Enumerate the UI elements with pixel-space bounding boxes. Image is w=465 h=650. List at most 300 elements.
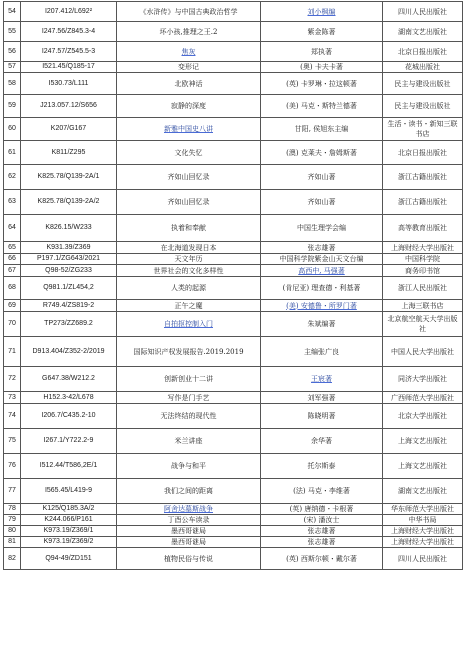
publisher-text: 上海财经大学出版社 <box>391 538 454 546</box>
publisher-cell <box>383 22 463 42</box>
book-title-text: 齐如山回忆录 <box>167 198 210 206</box>
book-title-cell <box>117 2 261 22</box>
row-number-text: 56 <box>8 47 16 55</box>
call-number-cell <box>21 392 117 404</box>
table-row <box>4 300 463 312</box>
book-title-cell <box>117 62 261 73</box>
row-number-cell <box>4 265 21 277</box>
book-title-cell <box>117 429 261 454</box>
publisher-cell <box>383 190 463 215</box>
row-number-cell <box>4 392 21 404</box>
row-number-text: 73 <box>8 393 16 401</box>
author-cell <box>261 515 383 526</box>
book-title-cell <box>117 300 261 312</box>
call-number-cell <box>21 312 117 337</box>
row-number-cell <box>4 479 21 504</box>
book-title-cell <box>117 392 261 404</box>
row-number-text: 74 <box>8 412 16 419</box>
publisher-text: 广西师范大学出版社 <box>391 393 454 402</box>
book-title-text: 变形记 <box>178 63 199 71</box>
book-title-text: 丁酉公车读录 <box>167 516 210 524</box>
row-number-text: 57 <box>8 63 16 70</box>
table-row <box>4 265 463 277</box>
book-title-cell <box>117 337 261 367</box>
publisher-cell <box>383 277 463 300</box>
row-number-text: 69 <box>8 301 16 309</box>
publisher-cell <box>383 300 463 312</box>
table-row <box>4 479 463 504</box>
call-number-cell <box>21 73 117 95</box>
row-number-text: 75 <box>8 437 16 444</box>
book-title-cell <box>117 515 261 526</box>
row-number-cell <box>4 22 21 42</box>
call-number-text: I207.412/L692² <box>44 7 93 15</box>
author-cell <box>261 277 383 300</box>
author-text: (英) 唐纳德・卡根著 <box>289 505 354 513</box>
row-number-text: 62 <box>8 173 16 180</box>
publisher-text: 四川人民出版社 <box>398 7 447 16</box>
publisher-cell <box>383 504 463 515</box>
call-number-cell <box>21 404 117 429</box>
call-number-cell <box>21 62 117 73</box>
call-number-text: K125/Q185.3A/2 <box>42 505 95 512</box>
call-number-cell <box>21 190 117 215</box>
call-number-text: K244.066/P161 <box>44 516 93 523</box>
publisher-cell <box>383 312 463 337</box>
row-number-cell <box>4 215 21 242</box>
author-cell <box>261 242 383 254</box>
publisher-text: 高等教育出版社 <box>398 224 447 232</box>
call-number-text: I247.56/Z845.3-4 <box>41 27 96 35</box>
publisher-text: 上海文艺出版社 <box>398 462 447 470</box>
row-number-text: 79 <box>8 516 16 523</box>
call-number-cell <box>21 22 117 42</box>
call-number-cell <box>21 2 117 22</box>
book-title-cell <box>117 22 261 42</box>
row-number-text: 59 <box>8 102 16 109</box>
table-row <box>4 165 463 190</box>
call-number-cell <box>21 95 117 118</box>
row-number-cell <box>4 118 21 141</box>
row-number-text: 68 <box>8 284 16 291</box>
row-number-text: 72 <box>8 375 16 382</box>
table-row <box>4 277 463 300</box>
table-row <box>4 404 463 429</box>
call-number-cell <box>21 515 117 526</box>
book-title-text: 墨西哥谜局 <box>171 527 206 535</box>
book-title-text: 人类的起源 <box>171 284 206 292</box>
author-cell <box>261 165 383 190</box>
table-row <box>4 548 463 570</box>
call-number-cell <box>21 118 117 141</box>
call-number-cell <box>21 526 117 537</box>
author-text: (肯尼亚) 理查德・利基著 <box>282 284 361 292</box>
publisher-text: 上海财经大学出版社 <box>391 527 454 535</box>
book-title-text: 战争与和平 <box>171 462 206 470</box>
publisher-text: 北京大学出版社 <box>398 412 447 420</box>
book-title-cell <box>117 454 261 479</box>
call-number-cell <box>21 215 117 242</box>
row-number-cell <box>4 165 21 190</box>
row-number-text: 60 <box>8 125 16 132</box>
publisher-text: 上海财经大学出版社 <box>391 243 454 252</box>
author-text: 甘阳, 侯旭东主编 <box>294 125 349 133</box>
publisher-text: 中华书局 <box>408 516 437 524</box>
book-title-cell <box>117 265 261 277</box>
table-row <box>4 515 463 526</box>
row-number-cell <box>4 548 21 570</box>
call-number-cell <box>21 429 117 454</box>
book-title-text: 齐如山回忆录 <box>167 173 210 181</box>
publisher-text: 商务印书馆 <box>405 266 440 275</box>
book-title-text: 文化失忆 <box>174 148 203 157</box>
book-title-cell <box>117 548 261 570</box>
table-row <box>4 190 463 215</box>
author-text: 张志雄著 <box>307 527 336 535</box>
call-number-cell <box>21 548 117 570</box>
row-number-cell <box>4 254 21 265</box>
book-title-cell <box>117 95 261 118</box>
row-number-text: 71 <box>8 347 16 355</box>
publisher-cell <box>383 265 463 277</box>
book-title-text: 植物民俗与传说 <box>164 554 213 563</box>
call-number-text: G647.38/W212.2 <box>42 375 95 382</box>
call-number-text: I530.73/L111 <box>48 79 89 87</box>
call-number-cell <box>21 479 117 504</box>
publisher-text: 民主与建设出版社 <box>394 79 451 88</box>
author-cell <box>261 62 383 73</box>
book-title-text: 阿舍达墓斯战争 <box>164 505 213 513</box>
row-number-text: 76 <box>8 462 16 469</box>
table-row <box>4 242 463 254</box>
call-number-text: Q94-49/ZD151 <box>45 554 92 562</box>
call-number-text: TP273/ZZ689.2 <box>44 320 93 327</box>
book-title-cell <box>117 504 261 515</box>
publisher-cell <box>383 404 463 429</box>
call-number-cell <box>21 454 117 479</box>
author-text: 主编张广良 <box>304 347 339 356</box>
author-cell <box>261 2 383 22</box>
book-list-body <box>4 2 463 570</box>
table-row <box>4 73 463 95</box>
table-row <box>4 254 463 265</box>
table-row <box>4 392 463 404</box>
row-number-cell <box>4 404 21 429</box>
book-title-text: 米兰讲座 <box>174 437 203 445</box>
author-cell <box>261 526 383 537</box>
author-text: 中国科学院紫金山天文台编 <box>279 255 364 263</box>
book-title-cell <box>117 479 261 504</box>
publisher-text: 中国科学院 <box>405 255 440 263</box>
author-cell <box>261 548 383 570</box>
publisher-text: 北京航空航天大学出版社 <box>387 315 458 333</box>
call-number-cell <box>21 165 117 190</box>
table-row <box>4 337 463 367</box>
book-title-text: 国际知识产权发展报告.2019.2019 <box>133 347 244 356</box>
publisher-text: 湖南文艺出版社 <box>398 27 447 36</box>
author-text: (英) 卡罗琳・拉这顿著 <box>286 79 357 88</box>
publisher-cell <box>383 479 463 504</box>
author-cell <box>261 337 383 367</box>
table-row <box>4 312 463 337</box>
book-title-cell <box>117 215 261 242</box>
publisher-text: 生活・读书・新知三联书店 <box>387 120 458 138</box>
author-cell <box>261 429 383 454</box>
author-text: 紫金陈著 <box>307 27 336 36</box>
call-number-text: K811/Z295 <box>51 148 86 156</box>
table-row <box>4 526 463 537</box>
table-row <box>4 429 463 454</box>
publisher-cell <box>383 2 463 22</box>
row-number-text: 82 <box>8 554 16 562</box>
publisher-cell <box>383 337 463 367</box>
author-text: (宋) 潘汝士 <box>303 516 340 524</box>
call-number-cell <box>21 537 117 548</box>
book-title-text: 天文年历 <box>174 255 203 263</box>
publisher-cell <box>383 73 463 95</box>
publisher-text: 浙江古籍出版社 <box>398 198 447 206</box>
call-number-text: H152.3-42/L678 <box>43 393 94 401</box>
publisher-text: 湖南文艺出版社 <box>398 487 447 495</box>
table-row <box>4 95 463 118</box>
author-text: 刘军强著 <box>307 393 336 402</box>
call-number-text: Q98-52/ZG233 <box>45 266 92 274</box>
book-title-cell <box>117 118 261 141</box>
publisher-text: 上海三联书店 <box>401 301 444 310</box>
book-title-text: 无法终结的现代性 <box>160 412 217 420</box>
table-row <box>4 141 463 165</box>
table-row <box>4 454 463 479</box>
book-title-text: 在北海道发现日本 <box>160 243 217 252</box>
publisher-cell <box>383 367 463 392</box>
table-row <box>4 22 463 42</box>
publisher-cell <box>383 95 463 118</box>
table-row <box>4 118 463 141</box>
author-cell <box>261 265 383 277</box>
call-number-cell <box>21 242 117 254</box>
row-number-cell <box>4 526 21 537</box>
row-number-cell <box>4 190 21 215</box>
publisher-cell <box>383 526 463 537</box>
row-number-cell <box>4 537 21 548</box>
row-number-text: 81 <box>8 538 16 545</box>
row-number-text: 67 <box>8 266 16 274</box>
table-row <box>4 2 463 22</box>
publisher-text: 浙江人民出版社 <box>398 284 447 292</box>
publisher-text: 四川人民出版社 <box>398 554 447 563</box>
author-cell <box>261 254 383 265</box>
author-text: 余华著 <box>311 437 332 445</box>
publisher-text: 华东师范大学出版社 <box>391 505 454 513</box>
publisher-cell <box>383 242 463 254</box>
publisher-cell <box>383 42 463 62</box>
call-number-cell <box>21 300 117 312</box>
author-cell <box>261 404 383 429</box>
call-number-text: K826.15/W233 <box>45 224 92 231</box>
row-number-cell <box>4 367 21 392</box>
row-number-text: 61 <box>8 148 16 156</box>
author-cell <box>261 479 383 504</box>
author-cell <box>261 537 383 548</box>
row-number-cell <box>4 300 21 312</box>
author-text: (美) 安德鲁・所罗门著 <box>286 301 357 310</box>
call-number-text: K825.78/Q139-2A/1 <box>37 173 100 180</box>
row-number-cell <box>4 62 21 73</box>
book-title-cell <box>117 190 261 215</box>
call-number-cell <box>21 337 117 367</box>
author-text: (澳) 克莱夫・詹姆斯著 <box>286 148 357 157</box>
row-number-text: 55 <box>8 27 16 35</box>
author-cell <box>261 22 383 42</box>
row-number-cell <box>4 2 21 22</box>
call-number-cell <box>21 265 117 277</box>
call-number-text: I521.45/Q185-17 <box>42 63 95 70</box>
book-title-cell <box>117 277 261 300</box>
author-text: 陈晓明著 <box>307 412 336 420</box>
author-text: 张志雄著 <box>307 243 336 252</box>
call-number-cell <box>21 277 117 300</box>
book-title-text: 我们之间的距离 <box>164 487 213 495</box>
book-title-text: 北欧神话 <box>174 79 203 88</box>
author-text: (美) 马克・斯特兰德著 <box>286 102 357 110</box>
book-title-cell <box>117 404 261 429</box>
author-text: 中国生理学会编 <box>297 224 346 232</box>
book-title-cell <box>117 141 261 165</box>
author-cell <box>261 190 383 215</box>
row-number-text: 78 <box>8 505 16 512</box>
author-cell <box>261 215 383 242</box>
row-number-text: 77 <box>8 487 16 494</box>
row-number-cell <box>4 337 21 367</box>
book-title-cell <box>117 254 261 265</box>
table-row <box>4 367 463 392</box>
row-number-text: 65 <box>8 243 16 251</box>
publisher-cell <box>383 392 463 404</box>
author-text: 王宸著 <box>311 375 332 383</box>
row-number-text: 64 <box>8 224 16 231</box>
author-cell <box>261 42 383 62</box>
call-number-text: K973.19/Z369/2 <box>43 538 94 545</box>
call-number-text: K825.78/Q139-2A/2 <box>37 198 100 205</box>
author-cell <box>261 73 383 95</box>
row-number-text: 63 <box>8 198 16 205</box>
call-number-text: K931.39/Z369 <box>46 243 91 251</box>
book-title-text: 墨西哥谜局 <box>171 538 206 546</box>
call-number-text: D913.404/Z352-2/2019 <box>32 347 105 355</box>
call-number-text: R749.4/ZS819-2 <box>42 301 95 309</box>
author-cell <box>261 312 383 337</box>
call-number-text: Q981.1/ZL454,2 <box>43 284 94 291</box>
row-number-cell <box>4 42 21 62</box>
publisher-text: 北京日报出版社 <box>398 148 447 157</box>
row-number-text: 66 <box>8 255 16 262</box>
book-title-text: 《水浒传》与中国古典政治哲学 <box>139 7 238 16</box>
row-number-cell <box>4 73 21 95</box>
book-title-cell <box>117 73 261 95</box>
row-number-text: 80 <box>8 527 16 534</box>
row-number-text: 58 <box>8 79 16 87</box>
table-row <box>4 62 463 73</box>
call-number-cell <box>21 42 117 62</box>
publisher-cell <box>383 548 463 570</box>
author-cell <box>261 300 383 312</box>
row-number-text: 70 <box>8 320 16 327</box>
book-title-text: 寂静的深度 <box>171 102 206 110</box>
publisher-cell <box>383 254 463 265</box>
publisher-cell <box>383 454 463 479</box>
publisher-text: 民主与建设出版社 <box>394 102 451 110</box>
book-title-cell <box>117 367 261 392</box>
publisher-cell <box>383 62 463 73</box>
author-text: 齐如山著 <box>307 198 336 206</box>
book-title-text: 世界社会的文化多样性 <box>153 266 224 275</box>
call-number-text: I206.7/C435.2-10 <box>41 412 96 419</box>
call-number-text: I247.57/Z545.5-3 <box>41 47 96 55</box>
author-text: (奥) 卡夫卡著 <box>300 63 343 71</box>
author-text: 齐如山著 <box>307 173 336 181</box>
publisher-cell <box>383 165 463 190</box>
book-title-cell <box>117 42 261 62</box>
row-number-cell <box>4 429 21 454</box>
call-number-cell <box>21 504 117 515</box>
author-cell <box>261 454 383 479</box>
call-number-text: K207/G167 <box>50 125 87 132</box>
book-title-text: 执着和奉献 <box>171 224 206 232</box>
author-cell <box>261 118 383 141</box>
call-number-text: I267.1/Y722.2-9 <box>43 437 94 444</box>
author-cell <box>261 95 383 118</box>
publisher-cell <box>383 215 463 242</box>
call-number-cell <box>21 141 117 165</box>
book-title-text: 正午之魔 <box>174 301 203 310</box>
author-text: 高西中, 马强著 <box>298 266 345 275</box>
author-text: 张志雄著 <box>307 538 336 546</box>
publisher-text: 北京日报出版社 <box>398 47 447 56</box>
author-cell <box>261 367 383 392</box>
publisher-text: 上海文艺出版社 <box>398 437 447 445</box>
book-list-table <box>3 1 463 570</box>
publisher-text: 中国人民大学出版社 <box>391 347 454 356</box>
author-text: (法) 马克・李维著 <box>293 487 350 495</box>
publisher-cell <box>383 118 463 141</box>
table-row <box>4 42 463 62</box>
book-title-text: 新雅中国史八讲 <box>164 125 213 133</box>
call-number-text: P197.1/ZG643/2021 <box>36 255 101 262</box>
row-number-cell <box>4 515 21 526</box>
book-title-text: 自拍抠控制入门 <box>164 320 213 328</box>
call-number-cell <box>21 254 117 265</box>
call-number-cell <box>21 367 117 392</box>
row-number-cell <box>4 504 21 515</box>
author-text: 郑执著 <box>311 47 332 56</box>
author-text: 朱斌编著 <box>307 320 336 328</box>
row-number-cell <box>4 141 21 165</box>
author-cell <box>261 504 383 515</box>
row-number-cell <box>4 277 21 300</box>
book-title-text: 坏小孩,推理之王.2 <box>159 27 218 36</box>
call-number-text: J213.057.12/S656 <box>40 102 97 109</box>
call-number-text: K973.19/Z369/1 <box>43 527 94 534</box>
publisher-cell <box>383 141 463 165</box>
call-number-text: I565.45/L419-9 <box>44 487 93 494</box>
table-row <box>4 215 463 242</box>
table-row <box>4 537 463 548</box>
publisher-cell <box>383 429 463 454</box>
table-row <box>4 504 463 515</box>
author-cell <box>261 392 383 404</box>
book-title-text: 焦灰 <box>181 47 196 56</box>
author-text: 托尔斯泰 <box>307 462 336 470</box>
